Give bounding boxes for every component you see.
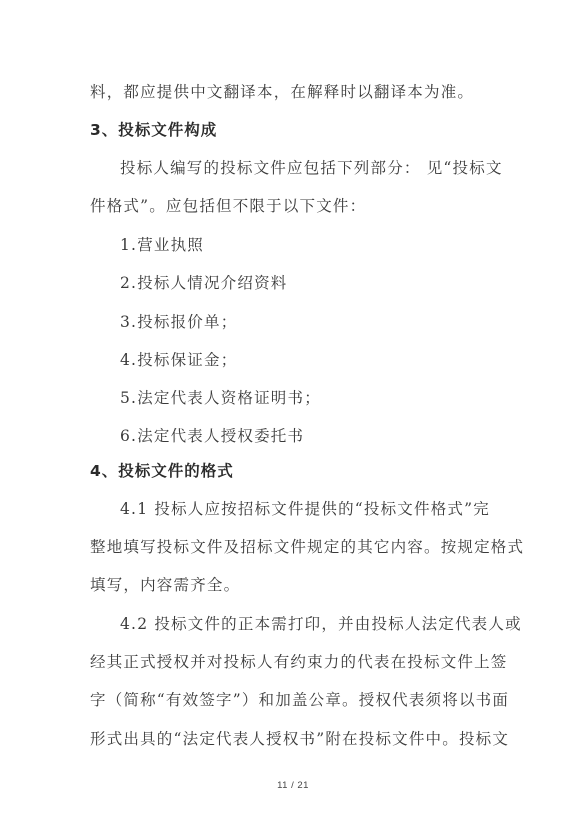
paragraph-line: 件格式”。应包括但不限于以下文件： [90,197,367,215]
section-heading: 4、投标文件的格式 [90,462,234,480]
paragraph-line: 料，都应提供中文翻译本，在解释时以翻译本为准。 [90,83,475,101]
paragraph-line: 形式出具的“法定代表人授权书”附在投标文件中。投标文 [90,730,510,748]
paragraph-line: 填写，内容需齐全。 [90,576,241,594]
list-item: 6.法定代表人授权委托书 [120,427,305,445]
list-item: 5.法定代表人资格证明书； [120,389,321,407]
section-heading: 3、投标文件构成 [90,121,218,139]
page-number: 11 / 21 [277,780,309,791]
list-item: 2.投标人情况介绍资料 [120,274,288,292]
paragraph-line: 4.1 投标人应按招标文件提供的“投标文件格式”完 [120,500,490,518]
paragraph-line: 投标人编写的投标文件应包括下列部分： 见“投标文 [120,159,503,177]
paragraph-line: 经其正式授权并对投标人有约束力的代表在投标文件上签 [90,653,508,671]
list-item: 1.营业执照 [120,236,204,254]
paragraph-line: 字（简称“有效签字”）和加盖公章。授权代表须将以书面 [90,691,510,709]
paragraph-line: 4.2 投标文件的正本需打印，并由投标人法定代表人或 [120,615,522,633]
list-item: 3.投标报价单； [120,313,238,331]
list-item: 4.投标保证金； [120,351,238,369]
paragraph-line: 整地填写投标文件及招标文件规定的其它内容。按规定格式 [90,538,525,556]
